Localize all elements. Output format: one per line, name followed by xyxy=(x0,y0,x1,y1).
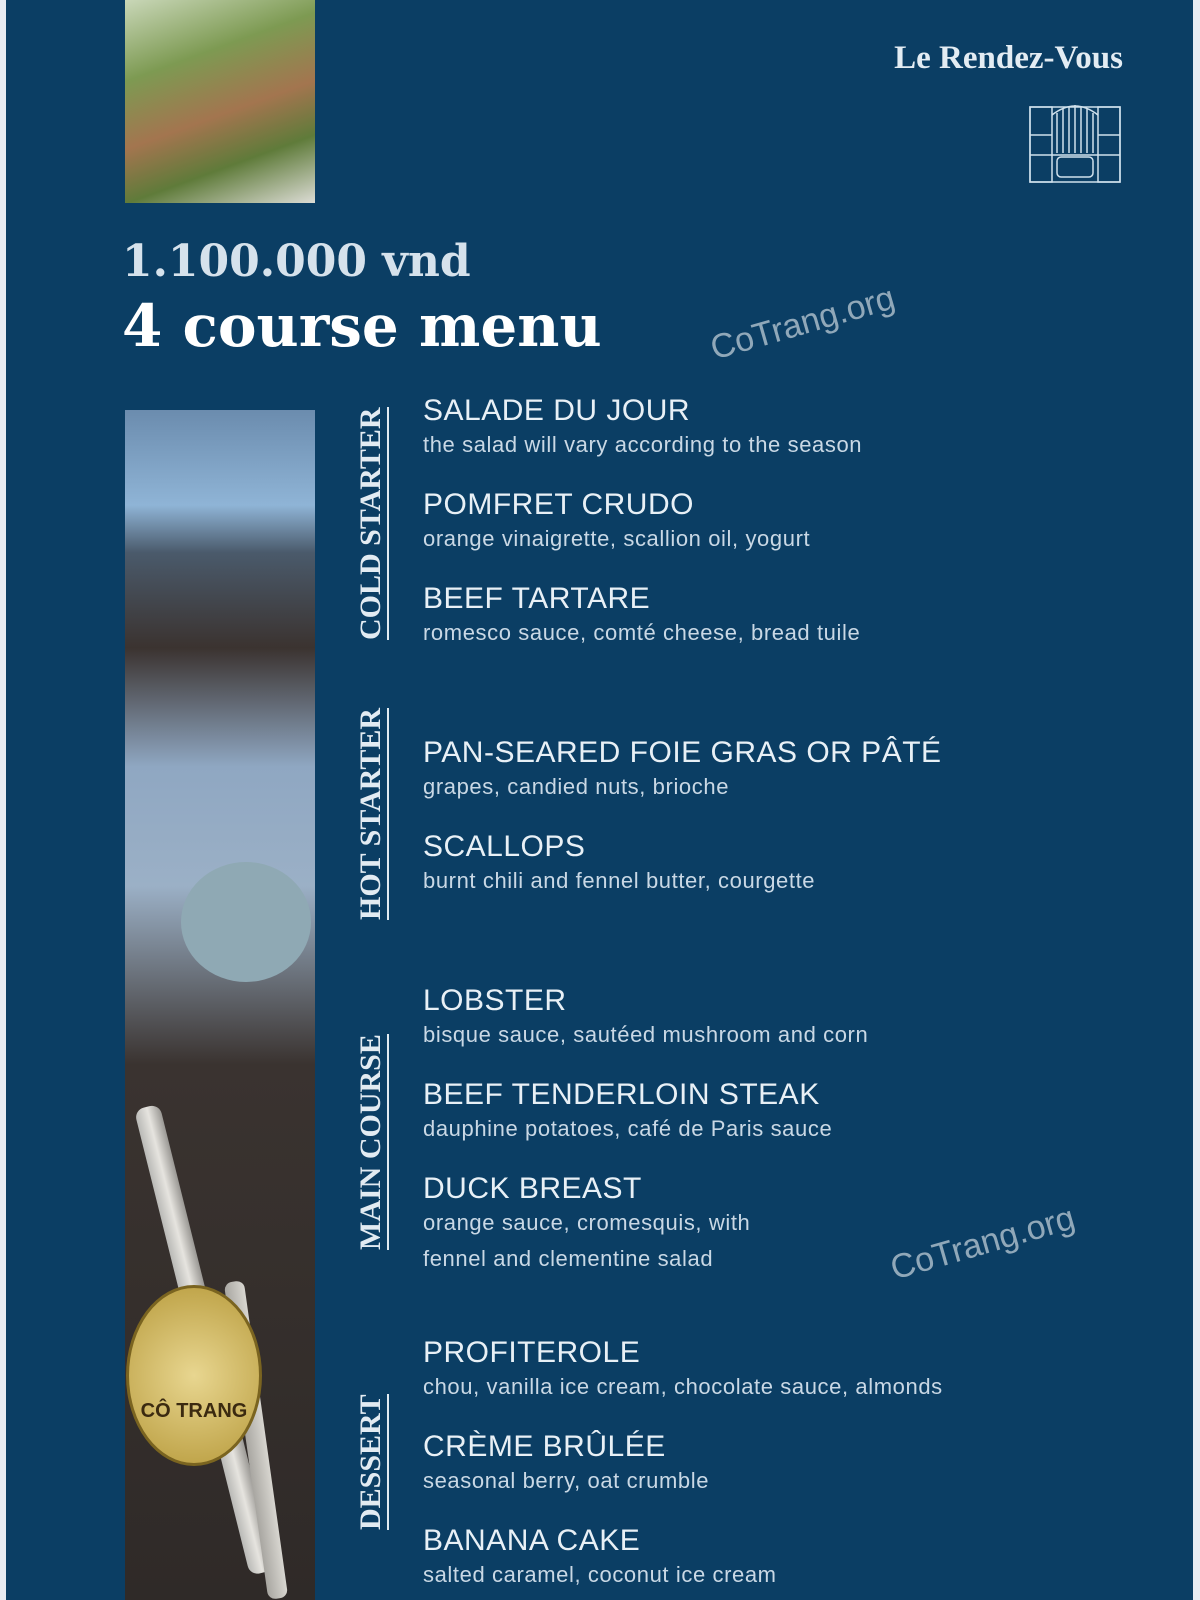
section-label-dessert: DESSERT xyxy=(354,1394,387,1530)
menu-item-name: BEEF TARTARE xyxy=(423,582,651,615)
cotrang-badge-logo xyxy=(126,1285,262,1466)
menu-item-name: PROFITEROLE xyxy=(423,1336,641,1369)
menu-item-name: DUCK BREAST xyxy=(423,1172,642,1205)
restaurant-name: Le Rendez-Vous xyxy=(894,40,1123,76)
gate-logo-icon xyxy=(1029,95,1121,183)
menu-item-desc: fennel and clementine salad xyxy=(423,1246,714,1271)
menu-item-name: POMFRET CRUDO xyxy=(423,488,694,521)
menu-item-desc: dauphine potatoes, café de Paris sauce xyxy=(423,1116,833,1141)
menu-item-desc: chou, vanilla ice cream, chocolate sauce, almonds xyxy=(423,1374,943,1399)
menu-item-desc: orange sauce, cromesquis, with xyxy=(423,1210,751,1235)
section-label-main-course: MAIN COURSE xyxy=(354,1034,387,1250)
watermark: CoTrang.org xyxy=(706,278,900,368)
menu-item-desc: orange vinaigrette, scallion oil, yogurt xyxy=(423,526,811,551)
menu-item-name: PAN-SEARED FOIE GRAS OR PÂTÉ xyxy=(423,736,942,769)
section-label-hot-starter: HOT STARTER xyxy=(354,707,387,920)
watermark: CoTrang.org xyxy=(886,1198,1080,1288)
badge-text: CÔ TRANG xyxy=(140,1400,248,1422)
menu-item-name: LOBSTER xyxy=(423,984,567,1017)
menu-item-name: BANANA CAKE xyxy=(423,1524,641,1557)
menu-item-name: BEEF TENDERLOIN STEAK xyxy=(423,1078,820,1111)
menu-item-name: SCALLOPS xyxy=(423,830,586,863)
menu-item-desc: bisque sauce, sautéed mushroom and corn xyxy=(423,1022,869,1047)
menu-title: 4 course menu xyxy=(122,292,602,360)
menu-item-desc: romesco sauce, comté cheese, bread tuile xyxy=(423,620,861,645)
menu-item-desc: grapes, candied nuts, brioche xyxy=(423,774,730,799)
menu-item-name: SALADE DU JOUR xyxy=(423,394,691,427)
menu-price: 1.100.000 vnd xyxy=(122,236,471,287)
menu-item-desc: the salad will vary according to the season xyxy=(423,432,863,457)
menu-item-name: CRÈME BRÛLÉE xyxy=(423,1430,666,1463)
section-label-cold-starter: COLD STARTER xyxy=(354,407,387,640)
menu-item-desc: burnt chili and fennel butter, courgette xyxy=(423,868,816,893)
menu-item-desc: seasonal berry, oat crumble xyxy=(423,1468,710,1493)
plant-photo xyxy=(125,0,315,203)
vase-image xyxy=(181,862,311,982)
menu-page xyxy=(6,0,1193,1600)
menu-item-desc: salted caramel, coconut ice cream xyxy=(423,1562,777,1587)
